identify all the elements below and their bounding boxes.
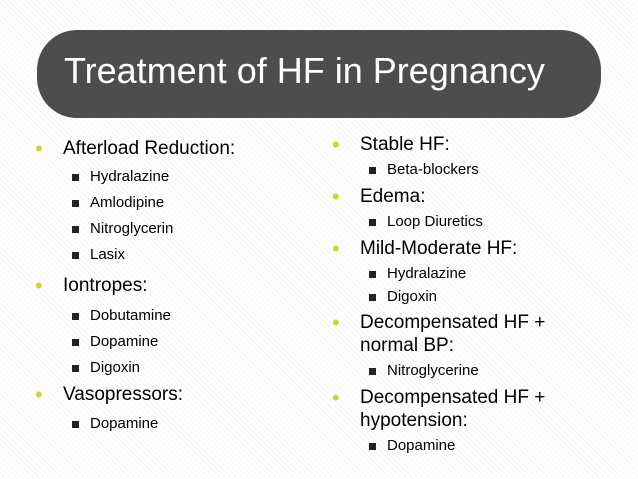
sub-bullet-text: Digoxin bbox=[387, 288, 438, 305]
square-bullet-icon bbox=[369, 294, 376, 301]
bullet-heading: Mild-Moderate HF: bbox=[360, 238, 518, 259]
sub-bullet bbox=[35, 220, 325, 238]
sub-bullet-text: Loop Diuretics bbox=[387, 213, 483, 230]
sub-bullet-text: Dopamine bbox=[90, 415, 159, 432]
square-bullet-icon bbox=[72, 313, 79, 320]
bullet-dot-icon: • bbox=[332, 385, 340, 410]
bullet-afterload bbox=[35, 137, 325, 160]
sub-bullet-text: Amlodipine bbox=[90, 194, 165, 211]
square-bullet-icon bbox=[369, 167, 376, 174]
sub-bullet bbox=[332, 362, 622, 380]
bullet-dot-icon: • bbox=[332, 236, 340, 261]
sub-bullet-text: Lasix bbox=[90, 246, 126, 263]
sub-bullet-text: Dopamine bbox=[90, 333, 159, 350]
square-bullet-icon bbox=[72, 365, 79, 372]
title-bar bbox=[37, 30, 601, 118]
slide-title: Treatment of HF in Pregnancy bbox=[64, 50, 545, 91]
bullet-dot-icon: • bbox=[35, 136, 43, 161]
sub-bullet bbox=[35, 415, 325, 433]
bullet-heading-line2: hypotension: bbox=[360, 410, 468, 431]
sub-bullet bbox=[332, 437, 622, 455]
bullet-mild-moderate-hf bbox=[332, 237, 622, 260]
sub-bullet bbox=[332, 161, 622, 179]
bullet-heading-line1: Decompensated HF + bbox=[360, 312, 546, 333]
square-bullet-icon bbox=[369, 368, 376, 375]
bullet-heading-line1: Decompensated HF + bbox=[360, 387, 546, 408]
bullet-heading: Edema: bbox=[360, 186, 426, 207]
bullet-dot-icon: • bbox=[332, 184, 340, 209]
bullet-heading: Afterload Reduction: bbox=[63, 138, 236, 159]
bullet-heading: Iontropes: bbox=[63, 275, 148, 296]
bullet-edema bbox=[332, 185, 622, 208]
square-bullet-icon bbox=[369, 271, 376, 278]
sub-bullet bbox=[35, 194, 325, 212]
bullet-decompensated-hypotension bbox=[332, 386, 622, 432]
sub-bullet bbox=[35, 246, 325, 264]
bullet-dot-icon: • bbox=[332, 310, 340, 335]
left-column bbox=[35, 126, 325, 433]
sub-bullet-text: Hydralazine bbox=[387, 265, 467, 282]
square-bullet-icon bbox=[369, 443, 376, 450]
bullet-heading: Vasopressors: bbox=[63, 384, 184, 405]
square-bullet-icon bbox=[72, 200, 79, 207]
square-bullet-icon bbox=[72, 174, 79, 181]
right-column bbox=[332, 126, 622, 455]
square-bullet-icon bbox=[72, 339, 79, 346]
square-bullet-icon bbox=[72, 226, 79, 233]
sub-bullet bbox=[35, 307, 325, 325]
sub-bullet bbox=[332, 265, 622, 283]
sub-bullet bbox=[35, 359, 325, 377]
sub-bullet-text: Nitroglycerin bbox=[90, 220, 174, 237]
square-bullet-icon bbox=[72, 421, 79, 428]
bullet-dot-icon: • bbox=[35, 382, 43, 407]
square-bullet-icon bbox=[72, 252, 79, 259]
square-bullet-icon bbox=[369, 219, 376, 226]
sub-bullet bbox=[35, 168, 325, 186]
bullet-heading-line2: normal BP: bbox=[360, 335, 454, 356]
sub-bullet bbox=[35, 333, 325, 351]
bullet-inotropes bbox=[35, 274, 325, 297]
sub-bullet-text: Nitroglycerine bbox=[387, 362, 479, 379]
sub-bullet bbox=[332, 288, 622, 306]
bullet-decompensated-normal-bp bbox=[332, 311, 622, 357]
bullet-stable-hf bbox=[332, 133, 622, 156]
sub-bullet-text: Dopamine bbox=[387, 437, 456, 454]
bullet-dot-icon: • bbox=[332, 132, 340, 157]
bullet-dot-icon: • bbox=[35, 273, 43, 298]
sub-bullet-text: Hydralazine bbox=[90, 168, 170, 185]
sub-bullet-text: Digoxin bbox=[90, 359, 141, 376]
bullet-vasopressors bbox=[35, 383, 325, 406]
sub-bullet-text: Beta-blockers bbox=[387, 161, 479, 178]
sub-bullet bbox=[332, 213, 622, 231]
sub-bullet-text: Dobutamine bbox=[90, 307, 171, 324]
bullet-heading: Stable HF: bbox=[360, 134, 450, 155]
